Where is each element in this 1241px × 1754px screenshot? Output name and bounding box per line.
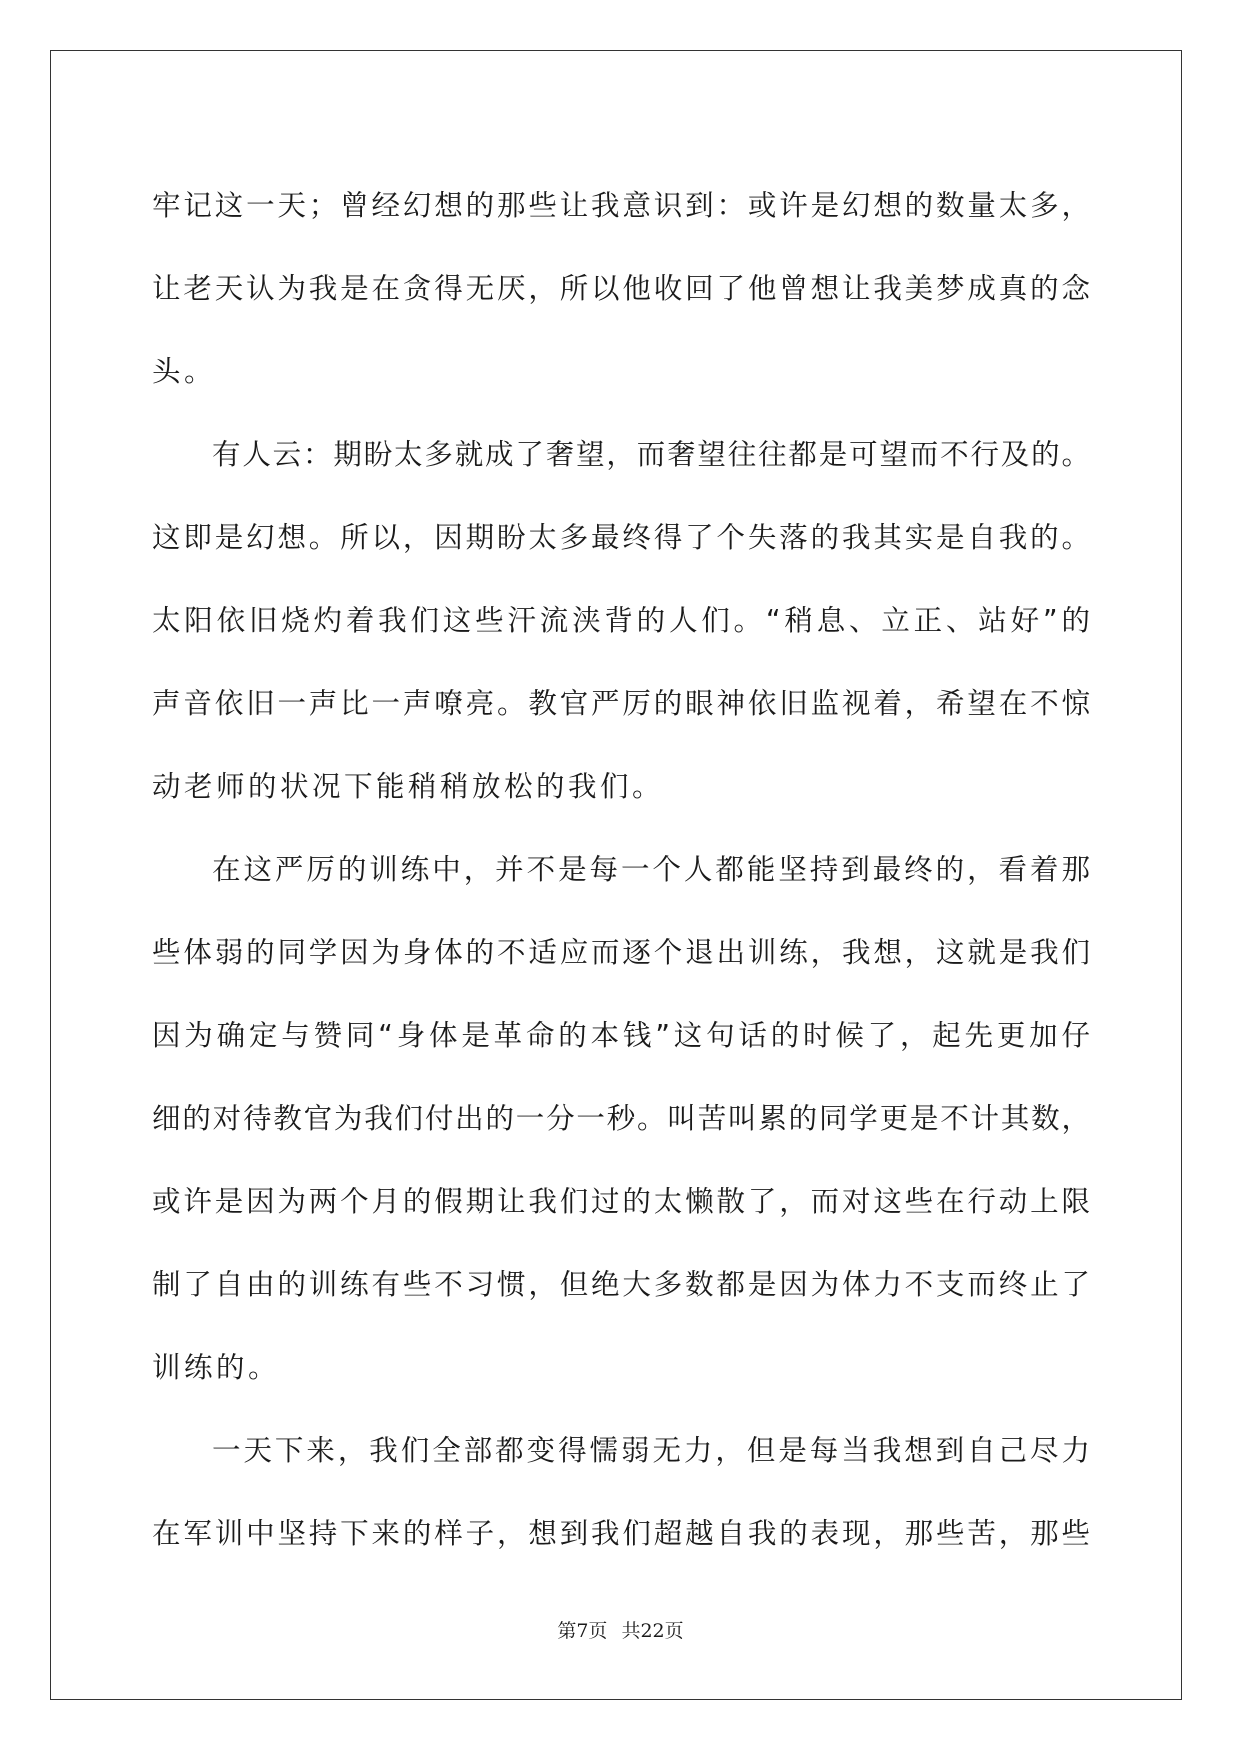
text-line: 头。: [152, 355, 217, 388]
text-line: 动老师的状况下能稍稍放松的我们。: [152, 770, 665, 803]
text-line: 制了自由的训练有些不习惯，但绝大多数都是因为体力不支而终止了: [152, 1268, 1090, 1301]
text-line: 牢记这一天；曾经幻想的那些让我意识到：或许是幻想的数量太多，: [152, 189, 1090, 222]
text-line: 太阳依旧烧灼着我们这些汗流浃背的人们。“稍息、立正、站好”的: [152, 604, 1090, 637]
text-line: 训练的。: [152, 1351, 281, 1384]
text-line: 有人云：期盼太多就成了奢望，而奢望往往都是可望而不行及的。: [212, 438, 1090, 471]
current-page-number: 第7页: [557, 1620, 608, 1642]
text-line: 些体弱的同学因为身体的不适应而逐个退出训练，我想，这就是我们: [152, 936, 1090, 969]
text-line: 细的对待教官为我们付出的一分一秒。叫苦叫累的同学更是不计其数，: [152, 1102, 1090, 1135]
text-line: 一天下来，我们全部都变得懦弱无力，但是每当我想到自己尽力: [212, 1434, 1090, 1467]
text-line: 这即是幻想。所以，因期盼太多最终得了个失落的我其实是自我的。: [152, 521, 1090, 554]
text-line: 或许是因为两个月的假期让我们过的太懒散了，而对这些在行动上限: [152, 1185, 1090, 1218]
total-page-count: 共22页: [621, 1620, 684, 1642]
text-line: 让老天认为我是在贪得无厌，所以他收回了他曾想让我美梦成真的念: [152, 272, 1090, 305]
text-line: 因为确定与赞同“身体是革命的本钱”这句话的时候了，起先更加仔: [152, 1019, 1090, 1052]
text-line: 在这严厉的训练中，并不是每一个人都能坚持到最终的，看着那: [212, 853, 1090, 886]
text-line: 声音依旧一声比一声嘹亮。教官严厉的眼神依旧监视着，希望在不惊: [152, 687, 1090, 720]
text-line: 在军训中坚持下来的样子，想到我们超越自我的表现，那些苦，那些: [152, 1517, 1090, 1550]
document-body: [152, 164, 1090, 1575]
page-footer: [0, 1616, 1241, 1643]
